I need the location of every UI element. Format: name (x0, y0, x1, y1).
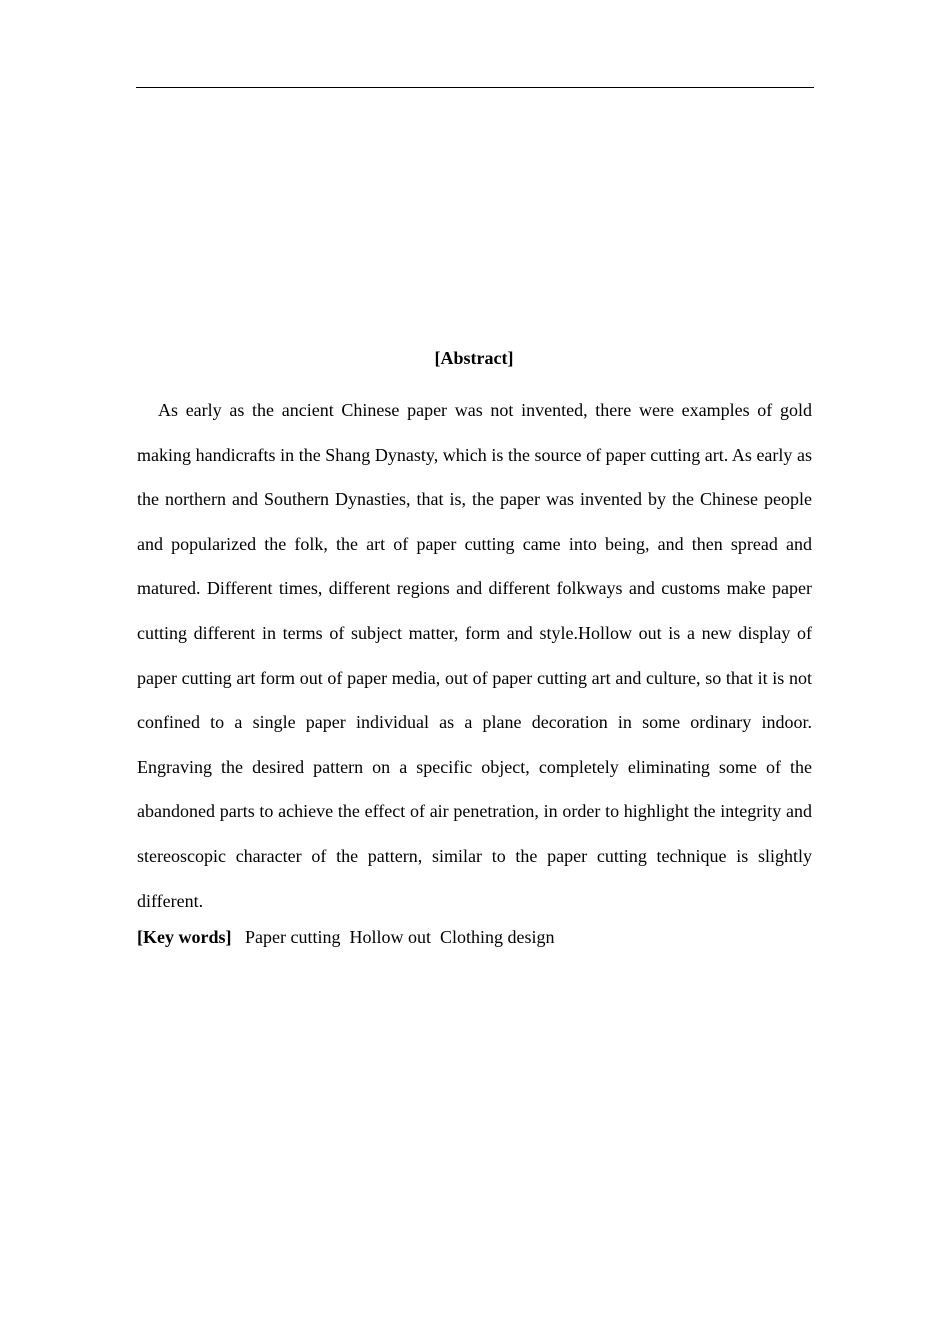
keywords-line (137, 923, 812, 951)
header-rule (136, 87, 814, 88)
abstract-body: As early as the ancient Chinese paper was not invented, there were examples of gold making handicrafts in the Shang Dynasty, which is the source of paper cutting art. As early as the northern and Southern Dynasties, that is, the paper was invented by the Chinese people and popularized the folk, the art of paper cutting came into being, and then spread and matured. Different times, different regions and different folkways and customs make paper cutting different in terms of subject matter, form and style.Hollow out is a new display of paper cutting art form out of paper media, out of paper cutting art and culture, so that it is not confined to a single paper individual as a plane decoration in some ordinary indoor. Engraving the desired pattern on a specific object, completely eliminating some of the abandoned parts to achieve the effect of air penetration, in order to highlight the integrity and stereoscopic character of the pattern, similar to the paper cutting technique is slightly different. (137, 400, 812, 911)
keywords-label: [Key words] (137, 927, 232, 947)
keyword-item: Clothing design (439, 927, 555, 947)
abstract-title: [Abstract] (434, 348, 514, 368)
keyword-item: Hollow out (349, 927, 431, 947)
keyword-item: Paper cutting (244, 927, 341, 947)
